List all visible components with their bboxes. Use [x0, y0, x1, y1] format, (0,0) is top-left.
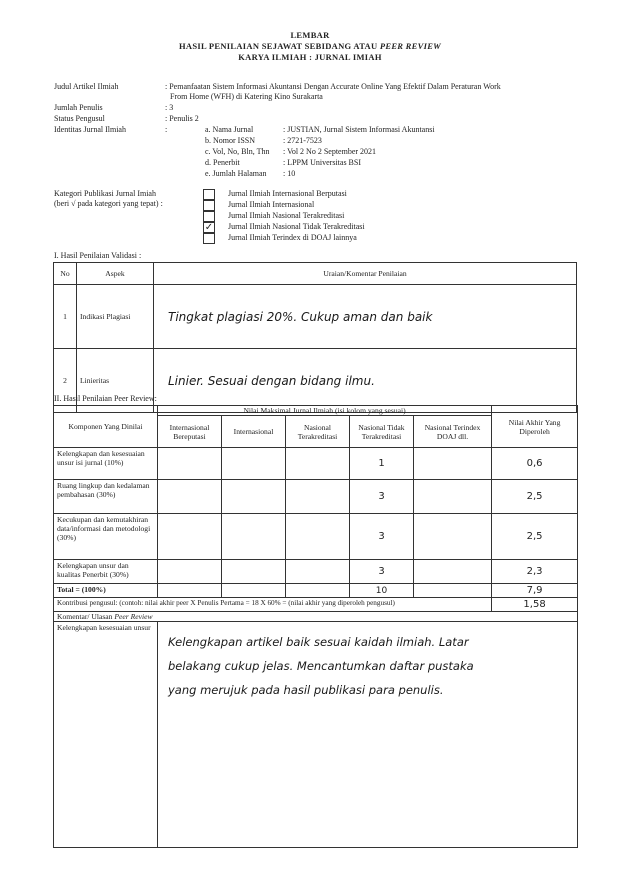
empty-cell — [158, 514, 222, 560]
nama-jurnal-value: : JUSTIAN, Jurnal Sistem Informasi Akuntansi — [283, 125, 435, 134]
komponen-cell: Kecukupan dan kemutakhiran data/informasi dan metodologi (30%) — [54, 514, 158, 560]
komponen-cell: Ruang lingkup dan kedalaman pembahasan (30%) — [54, 480, 158, 514]
total-label: Total = (100%) — [54, 584, 158, 598]
validasi-table — [53, 262, 577, 413]
akhir-header: Nilai Akhir Yang Diperoleh — [492, 406, 578, 448]
checkbox-intl[interactable] — [203, 200, 215, 211]
sub-header-intl: Internasional — [222, 416, 286, 448]
penulis-value: : 3 — [165, 103, 174, 112]
row-komentar: Tingkat plagiasi 20%. Cukup aman dan baik — [168, 309, 433, 324]
nilai-cell: 3 — [350, 480, 414, 514]
kategori-hint: (beri √ pada kategori yang tepat) : — [54, 199, 163, 208]
issn-label: b. Nomor ISSN — [205, 136, 256, 145]
komentar-peer-review: Peer Review — [114, 612, 153, 621]
col-no-header: No — [54, 263, 77, 285]
akhir-cell: 2,5 — [492, 480, 578, 514]
nilai-cell: 3 — [350, 514, 414, 560]
issn-value: : 2721-7523 — [283, 136, 322, 145]
checkbox-intl-bereputasi[interactable] — [203, 189, 215, 200]
doc-title-main — [0, 41, 620, 51]
empty-cell — [222, 448, 286, 480]
option-nas-tidak-akreditasi: Jurnal Ilmiah Nasional Tidak Terakreditasi — [228, 222, 365, 231]
identitas-colon: : — [165, 125, 168, 134]
option-intl: Jurnal Ilmiah Internasional — [228, 200, 315, 209]
kontribusi-row — [54, 598, 578, 612]
komentar-header — [54, 612, 578, 622]
halaman-label: e. Jumlah Halaman — [205, 169, 267, 178]
akhir-cell: 0,6 — [492, 448, 578, 480]
total-value: 10 — [350, 584, 414, 598]
empty-cell — [158, 584, 222, 598]
volume-value: : Vol 2 No 2 September 2021 — [283, 147, 377, 156]
empty-cell — [414, 560, 492, 584]
table-row — [54, 285, 577, 349]
penerbit-value: : LPPM Universitas BSI — [283, 158, 362, 167]
empty-cell — [414, 514, 492, 560]
empty-cell — [222, 480, 286, 514]
empty-cell — [286, 514, 350, 560]
sub-header-nas-tidak: Nasional Tidak Terakreditasi — [350, 416, 414, 448]
table-row — [54, 560, 578, 584]
komponen-cell: Kelengkapan dan kesesuaian unsur isi jurnal (10%) — [54, 448, 158, 480]
kategori-label: Kategori Publikasi Jurnal Imiah — [54, 189, 156, 198]
komentar-line-3: yang merujuk pada hasil publikasi para penulis. — [168, 683, 444, 697]
checkbox-nas-akreditasi[interactable] — [203, 211, 215, 222]
penerbit-label: d. Penerbit — [205, 158, 240, 167]
komentar-cell — [158, 622, 578, 848]
judul-value-2: From Home (WFH) di Katering Kino Surakarta — [170, 92, 323, 101]
empty-cell — [286, 560, 350, 584]
row-komentar: Linier. Sesuai dengan bidang ilmu. — [168, 373, 375, 388]
section1-title: I. Hasil Penilaian Validasi : — [54, 251, 142, 260]
status-label: Status Pengusul — [54, 114, 105, 123]
option-nas-akreditasi: Jurnal Ilmiah Nasional Terakreditasi — [228, 211, 345, 220]
doc-title-prefix: HASIL PENILAIAN SEJAWAT SEBIDANG ATAU — [178, 41, 380, 51]
sub-header-doaj: Nasional Terindex DOAJ dll. — [414, 416, 492, 448]
row-aspek: Linieritas — [77, 349, 154, 413]
section2-title: II. Hasil Penilaian Peer Review: — [54, 394, 157, 403]
komentar-line-2: belakang cukup jelas. Mencantumkan daftar pustaka — [168, 659, 474, 673]
empty-cell — [286, 448, 350, 480]
empty-cell — [286, 480, 350, 514]
nilai-cell: 1 — [350, 448, 414, 480]
empty-cell — [222, 584, 286, 598]
table-row — [54, 480, 578, 514]
empty-cell — [158, 448, 222, 480]
komponen-header: Komponen Yang Dinilai — [54, 406, 158, 448]
table-row — [54, 514, 578, 560]
judul-value: : Pemanfaatan Sistem Informasi Akuntansi Dengan Accurate Online Yang Efektif Dalam Peraturan Work — [165, 82, 501, 91]
halaman-value: : 10 — [283, 169, 296, 178]
sub-header-nas-akreditasi: Nasional Terakreditasi — [286, 416, 350, 448]
peer-review-table — [53, 405, 578, 848]
penulis-label: Jumlah Penulis — [54, 103, 103, 112]
empty-cell — [414, 448, 492, 480]
col-komentar-header: Uraian/Komentar Penilaian — [154, 263, 577, 285]
kontribusi-label: Kontribusi pengusul: (contoh: nilai akhir peer X Penulis Pertama = 18 X 60% = (nilai akhir yang diperoleh pengusul) — [54, 598, 492, 612]
empty-cell — [286, 584, 350, 598]
row-aspek: Indikasi Plagiasi — [77, 285, 154, 349]
komentar-row — [54, 622, 578, 848]
total-row — [54, 584, 578, 598]
doc-title-peer-review: PEER REVIEW — [379, 41, 442, 51]
nama-jurnal-label: a. Nama Jurnal — [205, 125, 254, 134]
akhir-cell: 2,5 — [492, 514, 578, 560]
akhir-cell: 2,3 — [492, 560, 578, 584]
option-doaj: Jurnal Ilmiah Terindex di DOAJ lainnya — [228, 233, 357, 242]
row-no: 2 — [54, 349, 77, 413]
status-value: : Penulis 2 — [165, 114, 199, 123]
total-akhir: 7,9 — [492, 584, 578, 598]
volume-label: c. Vol, No, Bln, Thn — [205, 147, 270, 156]
komponen-cell: Kelengkapan unsur dan kualitas Penerbit (30%) — [54, 560, 158, 584]
row-no: 1 — [54, 285, 77, 349]
empty-cell — [414, 584, 492, 598]
doc-title-lembar: LEMBAR — [290, 30, 330, 40]
checkbox-nas-tidak-akreditasi[interactable] — [203, 222, 215, 233]
empty-cell — [414, 480, 492, 514]
table-row — [54, 448, 578, 480]
empty-cell — [222, 560, 286, 584]
identitas-label: Identitas Jurnal Ilmiah — [54, 125, 126, 134]
doc-subtitle: KARYA ILMIAH : JURNAL IMIAH — [238, 52, 382, 62]
empty-cell — [158, 480, 222, 514]
empty-cell — [158, 560, 222, 584]
komentar-line-1: Kelengkapan artikel baik sesuai kaidah ilmiah. Latar — [168, 635, 469, 649]
check-mark-icon: ✓ — [204, 222, 214, 233]
nilai-max-header: Nilai Maksimal Jurnal Ilmiah (isi kolom yang sesuai) — [158, 406, 492, 416]
empty-cell — [222, 514, 286, 560]
kontribusi-value: 1,58 — [492, 598, 578, 612]
col-aspek-header: Aspek — [77, 263, 154, 285]
komentar-header-row — [54, 612, 578, 622]
judul-label: Judul Artikel Ilmiah — [54, 82, 119, 91]
nilai-cell: 3 — [350, 560, 414, 584]
checkbox-doaj[interactable] — [203, 233, 215, 244]
option-intl-bereputasi: Jurnal Ilmiah Internasional Berputasi — [228, 189, 347, 198]
komentar-label: Komentar/ Ulasan — [57, 612, 115, 621]
sub-header-intl-bereputasi: Internasional Bereputasi — [158, 416, 222, 448]
kelengkapan-label: Kelengkapan kesesuaian unsur — [54, 622, 158, 848]
